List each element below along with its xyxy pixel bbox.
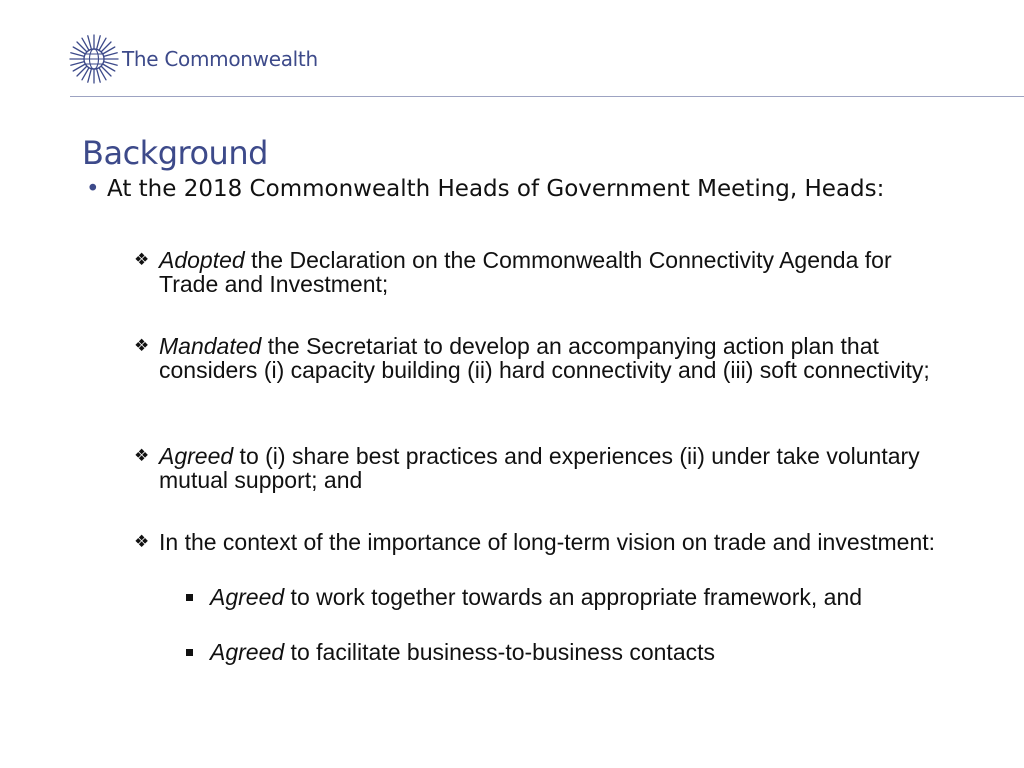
subpoint-mandated	[134, 334, 954, 382]
subpoint-emphasis: Mandated	[159, 333, 262, 359]
main-bullet	[86, 176, 966, 202]
square-bullet-icon	[186, 649, 193, 656]
subpoint-agreed	[134, 444, 954, 492]
subpoint-context	[134, 530, 954, 554]
commonwealth-globe-icon	[68, 33, 120, 85]
header-divider	[70, 96, 1024, 97]
nested-emphasis: Agreed	[210, 584, 285, 610]
subpoint-emphasis: Agreed	[159, 443, 234, 469]
nested-text: to work together towards an appropriate framework, and	[284, 584, 863, 610]
nested-point-framework	[186, 585, 886, 609]
subpoint-text: In the context of the importance of long-term vision on trade and investment:	[159, 529, 936, 555]
diamond-bullet-icon: ❖	[134, 336, 150, 356]
logo-wordmark: The Commonwealth	[122, 47, 318, 71]
subpoint-text: to (i) share best practices and experiences (ii) under take voluntary mutual support; and	[159, 443, 920, 493]
subpoint-text: the Declaration on the Commonwealth Connectivity Agenda for Trade and Investment;	[159, 247, 892, 297]
diamond-bullet-icon: ❖	[134, 250, 150, 270]
bullet-marker: •	[86, 176, 100, 202]
subpoint-adopted	[134, 248, 954, 296]
nested-point-b2b	[186, 640, 886, 664]
nested-text: to facilitate business-to-business contacts	[284, 639, 715, 665]
diamond-bullet-icon: ❖	[134, 532, 150, 552]
square-bullet-icon	[186, 594, 193, 601]
commonwealth-logo	[68, 33, 318, 85]
subpoint-emphasis: Adopted	[159, 247, 245, 273]
nested-emphasis: Agreed	[210, 639, 285, 665]
main-bullet-text: At the 2018 Commonwealth Heads of Government Meeting, Heads:	[107, 176, 885, 202]
slide-title: Background	[82, 134, 268, 172]
diamond-bullet-icon: ❖	[134, 446, 150, 466]
slide-header	[0, 0, 1024, 98]
subpoint-text: the Secretariat to develop an accompanying action plan that considers (i) capacity building (ii) hard connectivity and (iii) soft connectivity;	[159, 333, 930, 383]
